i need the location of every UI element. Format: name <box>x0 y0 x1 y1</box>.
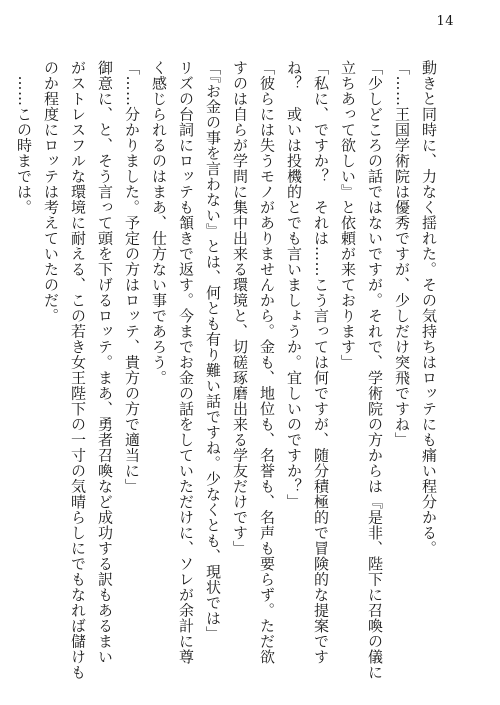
text-line: 「私に、ですか？ それは……こう言っては何ですが、随分積極的で冒険的な提案です <box>312 60 330 665</box>
text-line: 「『お金の事を言わない』とは、何とも有り難い話ですね。少なくとも、現状では」 <box>204 60 222 642</box>
text-line: 「彼らには失うモノがありませんから。金も、地位も、名誉も、名声も要らず。ただ欲 <box>258 60 276 665</box>
text-line: 「……分かりました。予定の方はロッテ、貴方の方で適当に」 <box>123 60 141 494</box>
text-line: ……この時までは。 <box>15 60 33 215</box>
text-line: 立ちあって欲しい』と依頼が来ております」 <box>339 60 357 370</box>
text-line: のか程度にロッテは考えていたのだ。 <box>42 60 60 324</box>
text-line: 御意に、と、そう言って頭を下げるロッテ。まあ、勇者召喚など成功する訳もあるまい <box>96 60 114 665</box>
text-line: ね？ 或いは投機的とでも言いましょうか。宜しいのですか？」 <box>285 60 303 510</box>
page-number: 14 <box>436 14 454 29</box>
text-line: がストレスフルな環境に耐える、この若き女王陛下の一寸の気晴らしにでもなれば儲けも <box>69 60 87 680</box>
body-text <box>15 60 442 680</box>
text-line: リズの台詞にロッテも頷きで返す。今までお金の話をしていただけに、ソレが余計に尊 <box>177 60 195 665</box>
text-line: く感じられるのはまあ、仕方ない事であろう。 <box>150 60 168 386</box>
text-line: すのは自らが学問に集中出来る環境と、切磋琢磨出来る学友だけです」 <box>231 60 249 556</box>
text-line: 「……王国学術院は優秀ですが、少しだけ突飛ですね」 <box>393 60 411 448</box>
text-line: 「少しどころの話ではないですが。それで、学術院の方からは『是非、陛下に召喚の儀に <box>366 60 384 680</box>
text-line: 動きと同時に、力なく揺れた。その気持ちはロッテにも痛い程分かる。 <box>420 60 438 556</box>
